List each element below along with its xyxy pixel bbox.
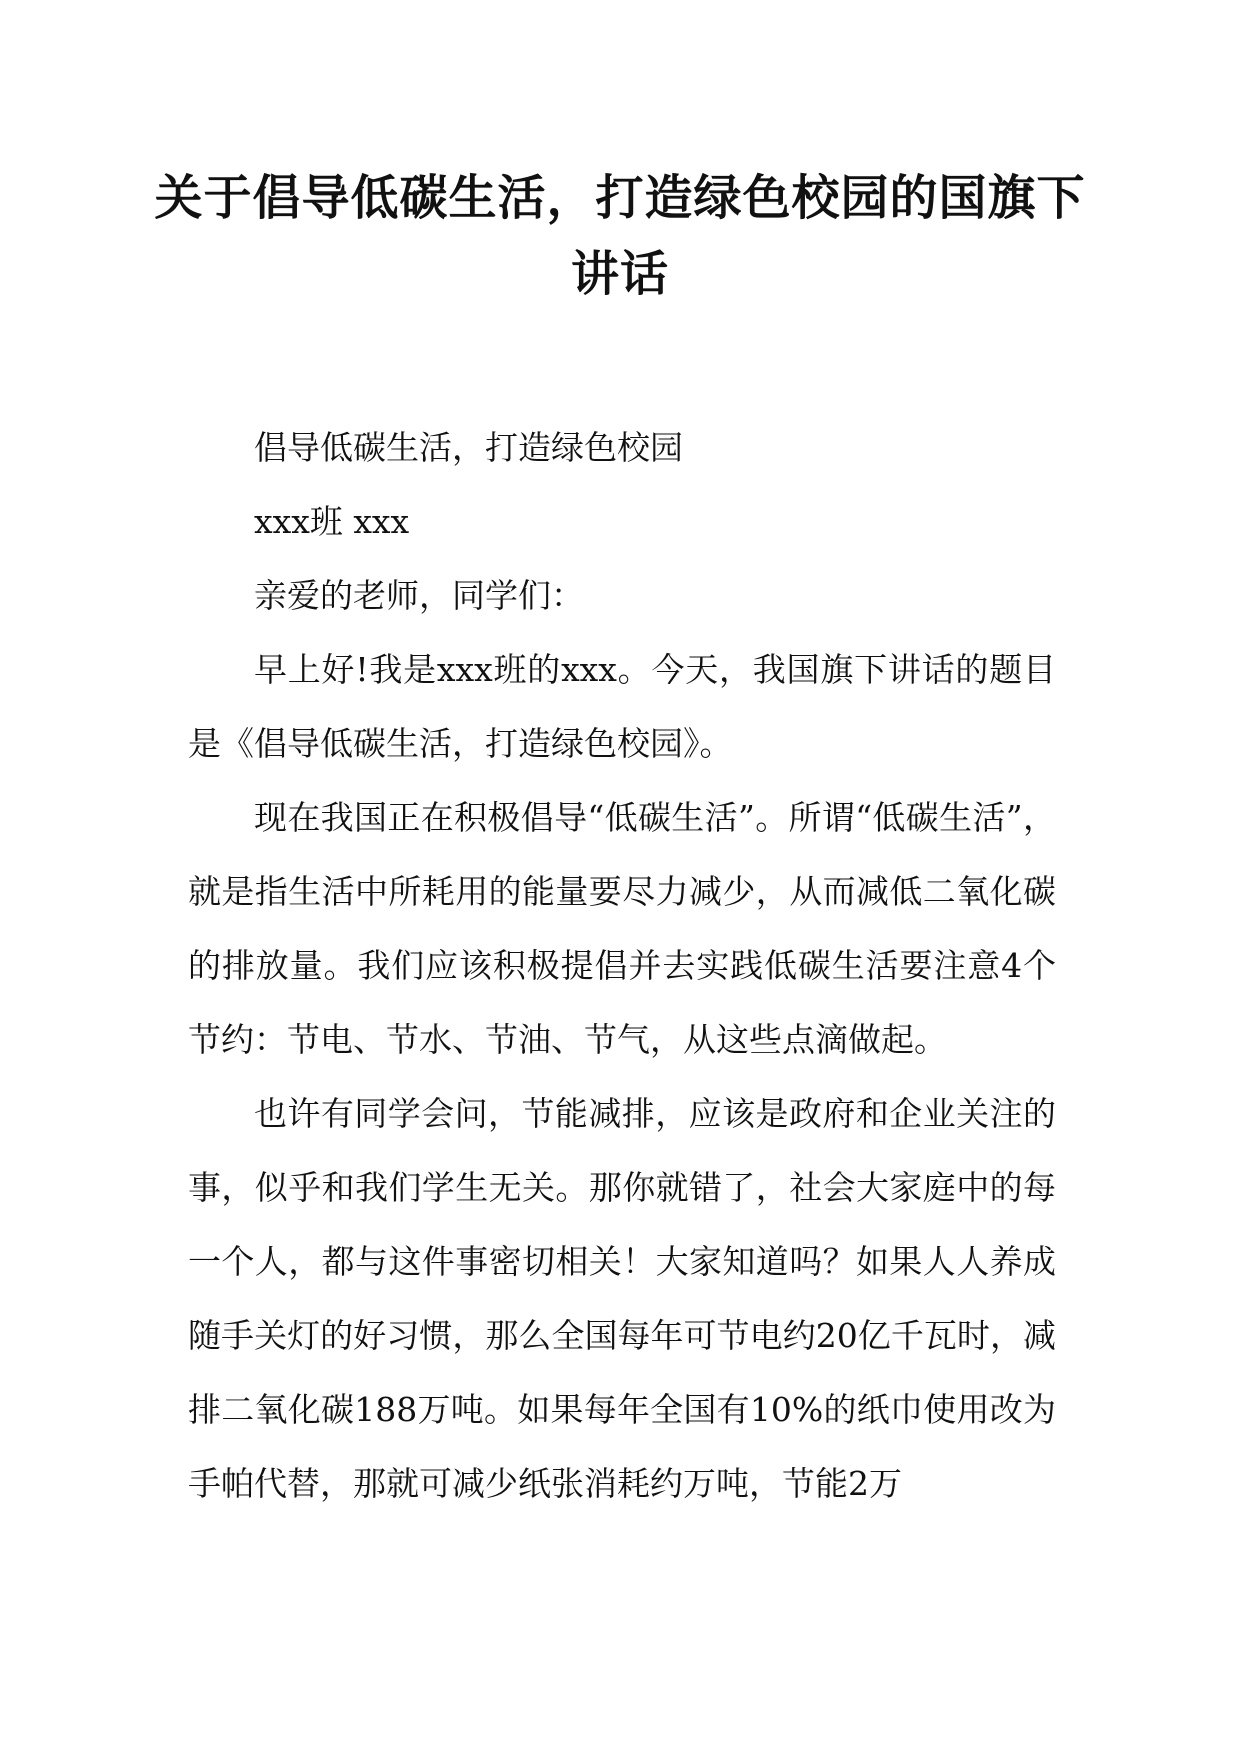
body-paragraph: 也许有同学会问，节能减排，应该是政府和企业关注的事，似乎和我们学生无关。那你就错了，社会大家庭中的每一个人，都与这件事密切相关！大家知道吗？如果人人养成随手关灯的好习惯，那么全国每年可节电约20亿千瓦时，减排二氧化碳188万吨。如果每年全国有10%的纸巾使用改为手帕代替，那就可减少纸张消耗约万吨，节能2万: [188, 1094, 1056, 1503]
document-title: 关于倡导低碳生活，打造绿色校园的国旗下讲话: [154, 170, 1086, 302]
document-body: [188, 411, 1056, 1521]
body-paragraph: 现在我国正在积极倡导“低碳生活”。所谓“低碳生活”，就是指生活中所耗用的能量要尽力减少，从而减低二氧化碳的排放量。我们应该积极提倡并去实践低碳生活要注意4个节约：节电、节水、节油、节气，从这些点滴做起。: [188, 798, 1056, 1059]
speech-topic-line: 倡导低碳生活，打造绿色校园: [254, 428, 683, 467]
body-paragraph: 早上好!我是xxx班的xxx。今天，我国旗下讲话的题目是《倡导低碳生活，打造绿色校园》。: [188, 650, 1056, 763]
salutation: 亲爱的老师，同学们：: [254, 576, 584, 615]
author-line: xxx班 xxx: [254, 502, 410, 541]
